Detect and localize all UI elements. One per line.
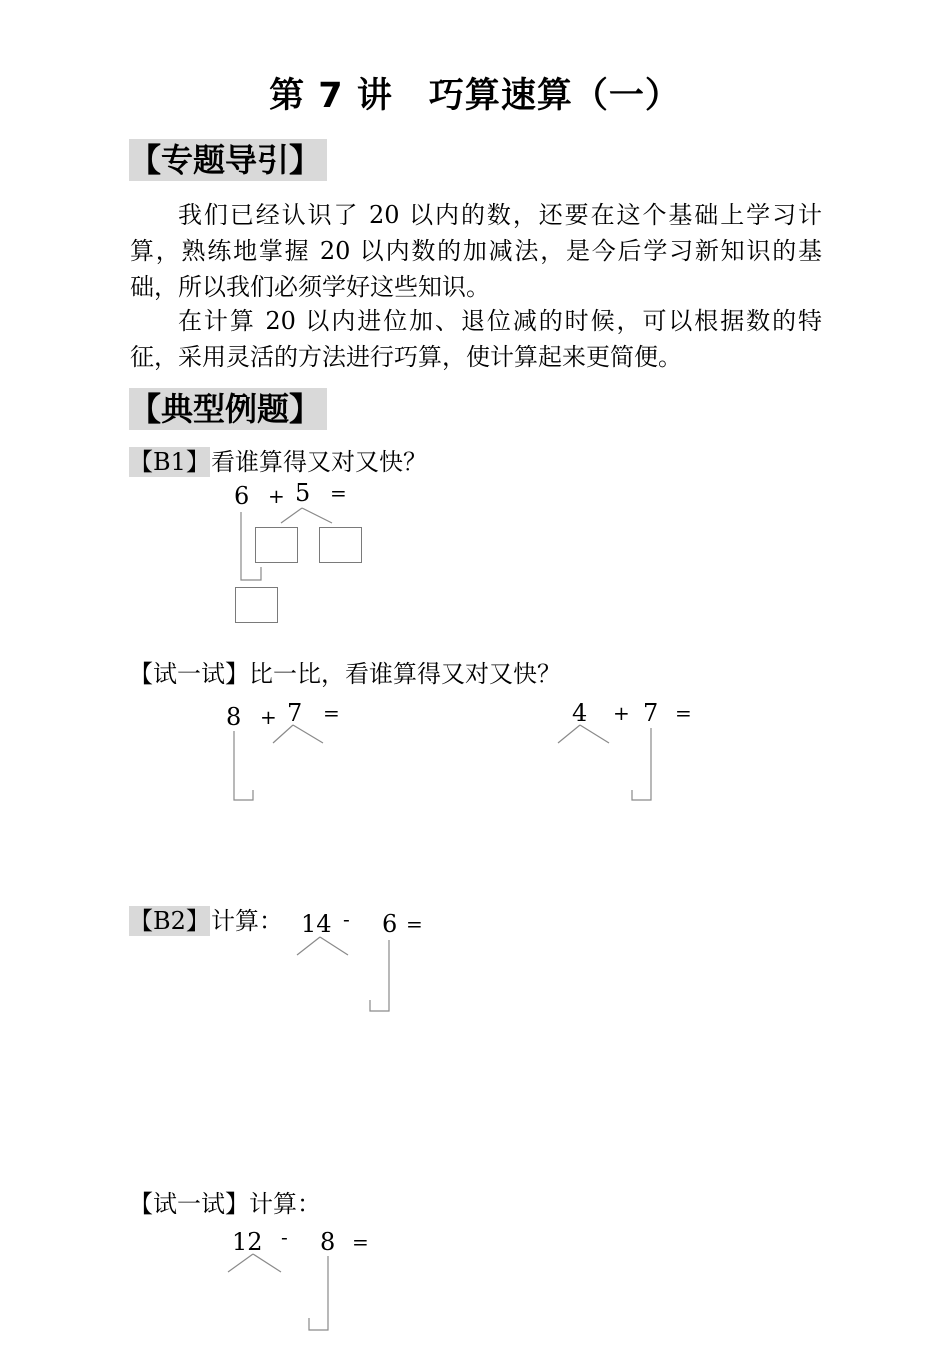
example-question-b2: 计算： — [211, 907, 283, 935]
try1-expr1-operand-a: 8 — [226, 703, 242, 731]
example-question-b1: 看谁算得又对又快？ — [211, 448, 427, 476]
try1-expr1-operand-b: 7 — [287, 699, 303, 727]
b2-operand-b: 6 — [382, 910, 398, 938]
example-tag-b2: 【B2】 — [129, 907, 210, 935]
b1-operator: + — [268, 484, 285, 508]
page-title: 第 7 讲 巧算速算（一） — [269, 76, 681, 116]
try1-expr2-operator: + — [613, 701, 630, 725]
b1-equals: = — [330, 481, 347, 505]
section-heading-guide: 【专题导引】 — [129, 139, 327, 181]
b1-operand-b: 5 — [295, 479, 311, 507]
intro-paragraph-1: 我们已经认识了 20 以内的数，还要在这个基础上学习计算，熟练地掌握 20 以内数的加减法，是今后学习新知识的基础，所以我们必须学好这些知识。 — [130, 201, 822, 301]
try2-operator: - — [281, 1225, 288, 1249]
b2-operator: - — [343, 907, 350, 931]
try2-operand-b: 8 — [320, 1228, 336, 1256]
example-tag-b1: 【B1】 — [129, 448, 210, 476]
try1-expr1-operator: + — [260, 705, 277, 729]
intro-paragraph-2: 在计算 20 以内进位加、退位减的时候，可以根据数的特征，采用灵活的方法进行巧算，使计算起来更简便。 — [130, 307, 822, 371]
try2-operand-a: 12 — [232, 1228, 263, 1256]
section-heading-examples: 【典型例题】 — [129, 388, 327, 430]
try1-expr2-operand-a: 4 — [572, 699, 588, 727]
try1-expr2-operand-b: 7 — [643, 699, 659, 727]
try1-expr2-equals: = — [675, 701, 692, 725]
b1-operand-a: 6 — [234, 482, 250, 510]
try1-expr1-equals: = — [323, 701, 340, 725]
try2-question: 【试一试】计算： — [129, 1190, 321, 1218]
b2-equals: = — [406, 912, 423, 936]
try2-equals: = — [352, 1230, 369, 1254]
try1-question: 【试一试】比一比，看谁算得又对又快？ — [129, 660, 561, 688]
b2-operand-a: 14 — [301, 910, 332, 938]
